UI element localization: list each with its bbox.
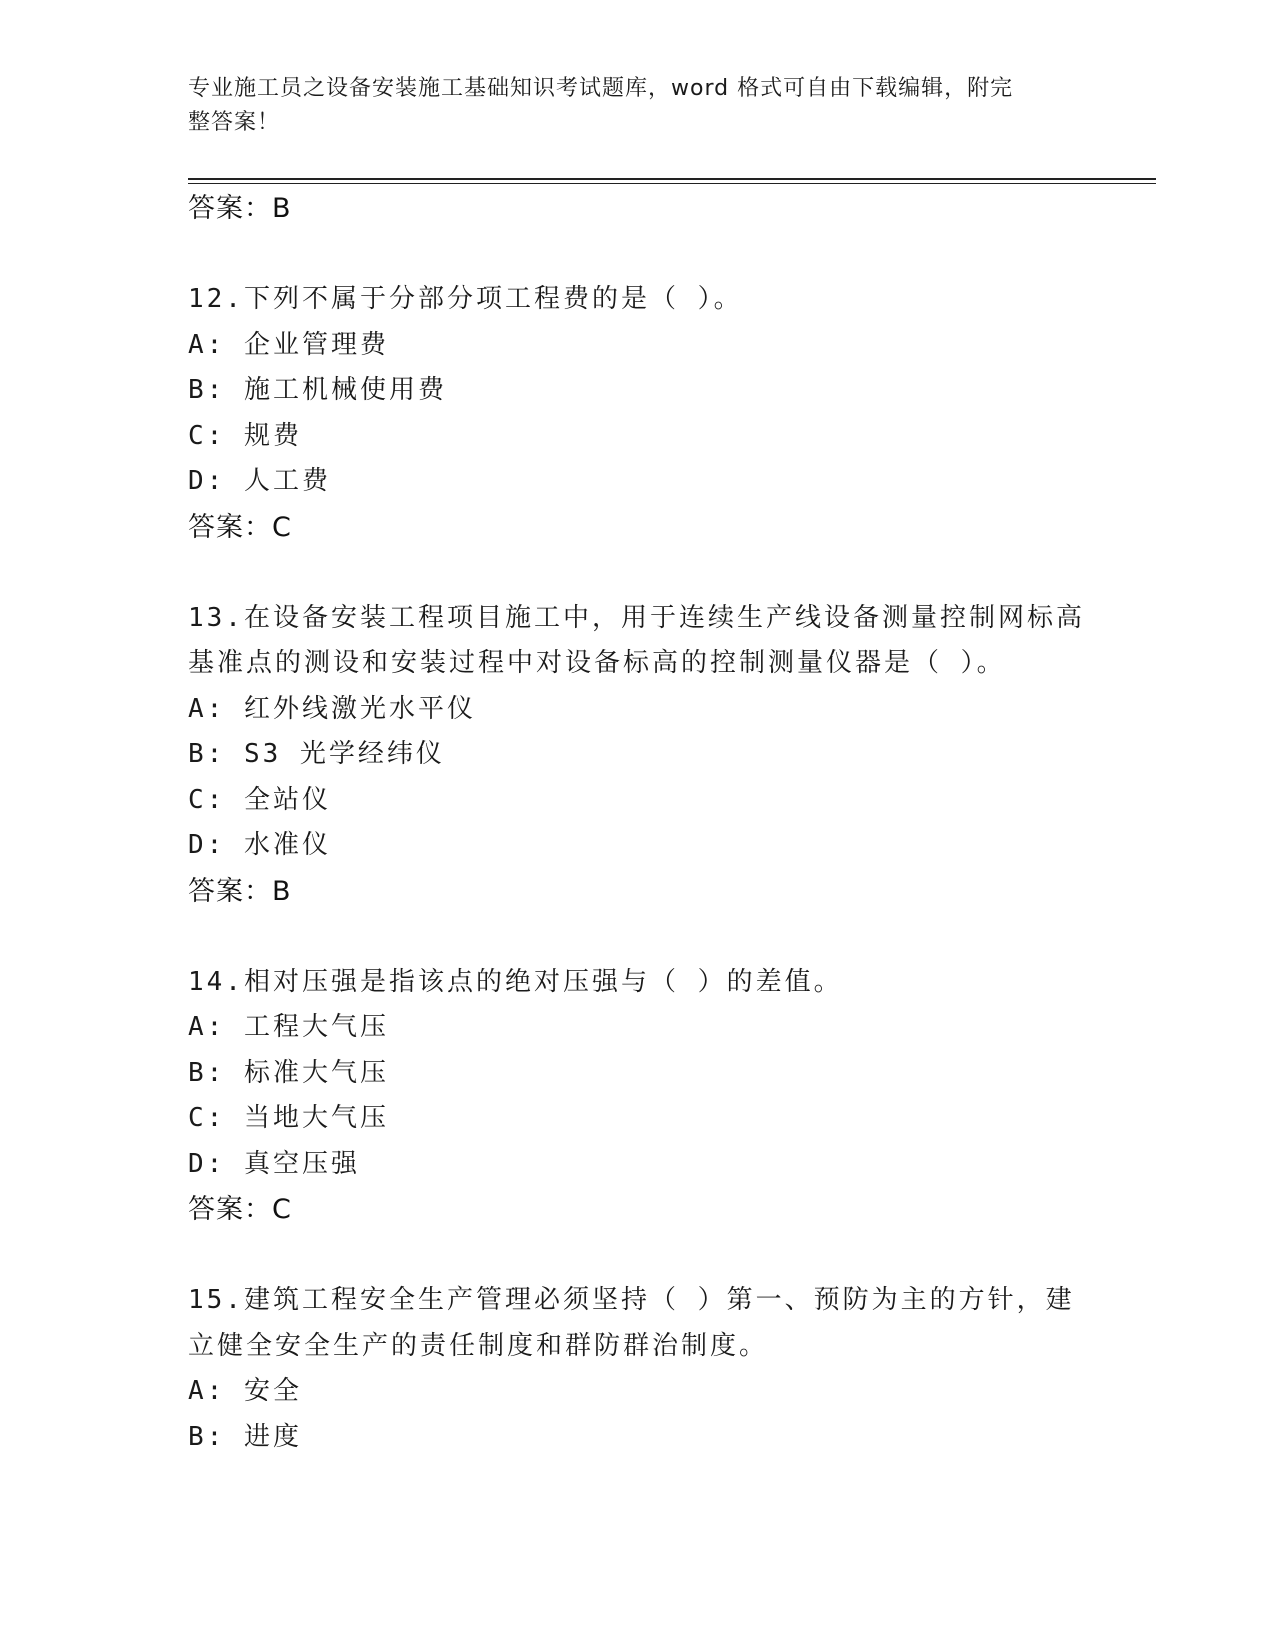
option-b: B: 进度 [188, 1421, 302, 1452]
answer-line: 答案：C [188, 511, 292, 543]
header-line-2: 整答案！ [188, 110, 281, 135]
option-c: C: 当地大气压 [188, 1103, 389, 1133]
spacer [188, 914, 1088, 960]
header-rule-thick [188, 178, 1156, 180]
question-stem-line: 12.下列不属于分部分项工程费的是（ ）。 [188, 284, 743, 314]
option-d: D: 人工费 [188, 466, 331, 496]
option-b: B: 施工机械使用费 [188, 375, 447, 405]
option-a: A: 工程大气压 [188, 1012, 389, 1042]
answer-line: 答案：C [188, 1194, 292, 1225]
question-stem-line: 15.建筑工程安全生产管理必须坚持（ ）第一、预防为主的方针，建 [188, 1285, 1075, 1315]
spacer [188, 1233, 1088, 1279]
option-a: A: 安全 [188, 1376, 302, 1406]
question-stem-line: 立健全安全生产的责任制度和群防群治制度。 [188, 1330, 769, 1361]
option-c: C: 规费 [188, 420, 302, 451]
question-stem-line: 基准点的测设和安装过程中对设备标高的控制测量仪器是（ ）。 [188, 648, 1006, 678]
option-b: B: S3 光学经纬仪 [188, 739, 445, 769]
option-d: D: 水准仪 [188, 830, 331, 860]
question-stem-line: 14.相对压强是指该点的绝对压强与（ ）的差值。 [188, 966, 843, 997]
previous-answer: 答案：B [188, 193, 292, 224]
question-13 [188, 596, 1088, 915]
question-stem-line: 13.在设备安装工程项目施工中，用于连续生产线设备测量控制网标高 [188, 602, 1085, 633]
header-line-1: 专业施工员之设备安装施工基础知识考试题库，word 格式可自由下载编辑，附完 [188, 76, 1014, 101]
spacer [188, 550, 1088, 596]
question-15 [188, 1278, 1088, 1460]
header-rule-thin [188, 183, 1156, 184]
option-b: B: 标准大气压 [188, 1057, 389, 1088]
option-d: D: 真空压强 [188, 1148, 360, 1179]
option-a: A: 企业管理费 [188, 329, 389, 360]
question-12 [188, 277, 1088, 550]
question-14 [188, 960, 1088, 1233]
page-header [188, 72, 1068, 140]
page-content [188, 186, 1088, 1460]
option-a: A: 红外线激光水平仪 [188, 693, 476, 724]
option-c: C: 全站仪 [188, 784, 331, 815]
spacer [188, 232, 1088, 278]
answer-line: 答案：B [188, 875, 292, 907]
